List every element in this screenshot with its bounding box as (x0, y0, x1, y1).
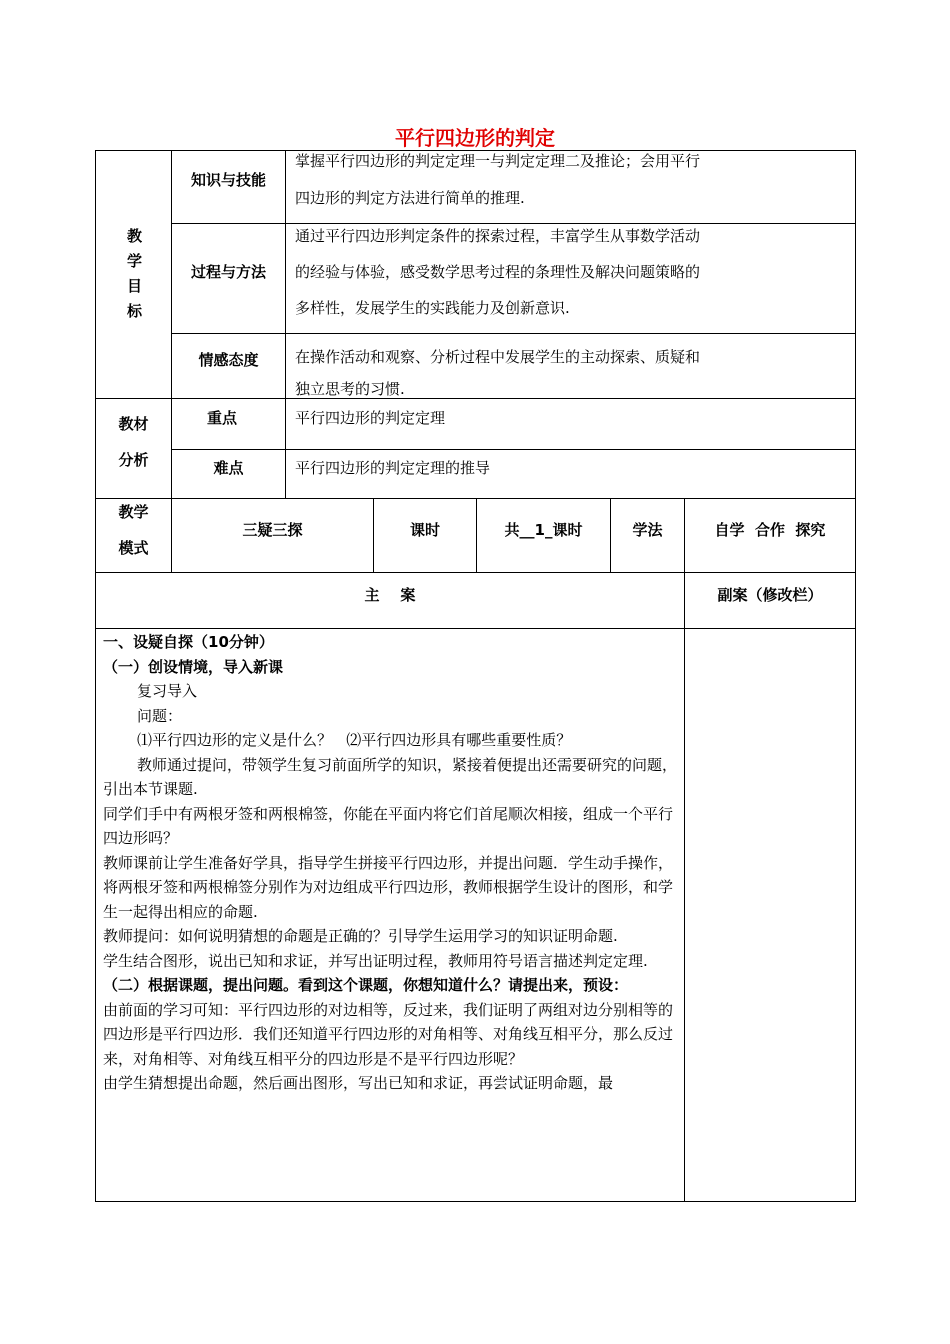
method-label: 学法 (632, 521, 663, 539)
objective-text-knowledge-2: 四边形的判定方法进行简单的推理. (295, 189, 525, 207)
analysis-key-label: 重点 (206, 409, 237, 427)
objective-text-knowledge-1: 掌握平行四边形的判定定理一与判定定理二及推论；会用平行 (295, 152, 701, 170)
mode-label-2: 模式 (118, 539, 149, 557)
mode-label-1: 教学 (118, 503, 149, 521)
subsection-heading-2: （二）根据课题，提出问题。看到这个课题，你想知道什么？请提出来，预设： (103, 976, 629, 994)
paragraph: 复习导入 (137, 682, 198, 700)
objective-label-process: 过程与方法 (190, 263, 266, 281)
paragraph: 由前面的学习可知：平行四边形的对边相等，反过来，我们证明了两组对边分别相等的四边形是平行四边形．我们还知道平行四边形的对角相等、对角线互相平分，那么反过来，对角相等、对角线互相平分的四边形是不是平行四边形呢？ (103, 1000, 674, 1068)
plan-main-header: 主 案 (364, 586, 416, 604)
objective-text-attitude-2: 独立思考的习惯. (295, 380, 405, 398)
objective-text-process-2: 的经验与体验，感受数学思考过程的条理性及解决问题策略的 (295, 263, 701, 281)
objective-label-attitude: 情感态度 (198, 351, 259, 369)
page-title: 平行四边形的判定 (395, 126, 555, 150)
paragraph: 教师课前让学生准备好学具，指导学生拼接平行四边形，并提出问题．学生动手操作，将两根牙签和两根棉签分别作为对边组成平行四边形，教师根据学生设计的图形，和学生一起得出相应的命题. (103, 853, 674, 921)
objective-text-attitude-1: 在操作活动和观察、分析过程中发展学生的主动探索、质疑和 (295, 348, 701, 366)
paragraph: 同学们手中有两根牙签和两根棉签，你能在平面内将它们首尾顺次相接，组成一个平行四边形吗？ (103, 804, 674, 847)
analysis-difficulty-value: 平行四边形的判定定理的推导 (295, 459, 491, 477)
analysis-key-value: 平行四边形的判定定理 (295, 409, 446, 427)
objective-text-process-1: 通过平行四边形判定条件的探索过程，丰富学生从事数学活动 (295, 227, 701, 245)
paragraph: 由学生猜想提出命题，然后画出图形，写出已知和求证，再尝试证明命题，最 (103, 1074, 614, 1092)
paragraph: 学生结合图形，说出已知和求证，并写出证明过程，教师用符号语言描述判定定理. (103, 951, 648, 970)
lesson-body (103, 630, 678, 1096)
analysis-difficulty-label: 难点 (213, 459, 244, 477)
paragraph: 教师通过提问，带领学生复习前面所学的知识，紧接着便提出还需要研究的问题，引出本节课题. (103, 755, 678, 798)
mode-value: 三疑三探 (242, 521, 303, 539)
objectives-label: 教 学 目 标 (126, 227, 142, 320)
plan-side-header: 副案（修改栏） (717, 586, 823, 604)
hours-label: 课时 (409, 521, 440, 539)
analysis-label-1: 教材 (118, 415, 149, 433)
paragraph: ⑴平行四边形的定义是什么？ ⑵平行四边形具有哪些重要性质？ (137, 731, 572, 749)
objective-label-knowledge: 知识与技能 (190, 171, 266, 189)
analysis-label-2: 分析 (118, 451, 149, 469)
hours-value: 共__1_课时 (504, 521, 583, 539)
section-heading-1: 一、设疑自探（10分钟） (103, 633, 274, 651)
method-value: 自学 合作 探究 (714, 521, 826, 539)
objective-text-process-3: 多样性，发展学生的实践能力及创新意识. (295, 299, 570, 317)
subsection-heading-1: （一）创设情境，导入新课 (103, 657, 284, 676)
paragraph: 问题： (137, 706, 183, 725)
paragraph: 教师提问：如何说明猜想的命题是正确的？引导学生运用学习的知识证明命题. (103, 927, 618, 945)
